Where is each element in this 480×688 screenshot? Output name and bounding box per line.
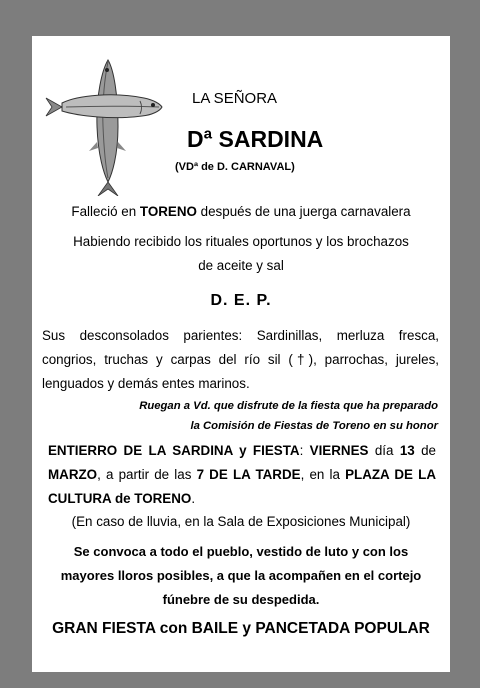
call-line-3: fúnebre de su despedida. [162,592,320,607]
died-line: Falleció en TORENO después de una juerga carnavalera [71,204,411,219]
relatives-paragraph [42,324,439,396]
vertical-sardine [89,60,126,196]
dep-heading: D. E. P. [210,292,272,309]
rites-line-1: Habiendo recibido los rituales oportunos y los brochazos [73,234,409,249]
obituary-sheet [32,36,450,672]
rites-line-2: de aceite y sal [198,258,284,273]
request-line-1: Ruegan a Vd. que disfrute de la fiesta que ha preparado [139,400,438,412]
relatives-line: lenguados y demás entes marinos. [42,376,250,391]
widow-of: (VDª de D. CARNAVAL) [175,161,295,173]
deceased-name: Dª SARDINA [187,126,324,152]
horizontal-sardine [46,95,162,118]
title-lady: LA SEÑORA [192,90,278,107]
sardine-cross-icon [44,56,164,196]
burial-paragraph: ENTIERRO DE LA SARDINA y FIESTA: VIERNES día 13 de MARZO, a partir de las 7 DE LA TARDE, en la PLAZA DE LA CULTURA de TORENO. [48,443,436,506]
relatives-line: congrios, truchas y carpas del río sil (†), parrochas, jureles, [42,352,439,367]
final-announcement: GRAN FIESTA con BAILE y PANCETADA POPULAR [52,620,430,637]
call-line-1: Se convoca a todo el pueblo, vestido de luto y con los [73,544,409,559]
rain-note: (En caso de lluvia, en la Sala de Exposiciones Municipal) [71,514,411,529]
call-line-2: mayores lloros posibles, a que la acompañen en el cortejo [60,568,422,583]
request-line-2: la Comisión de Fiestas de Toreno en su honor [190,420,438,432]
relatives-line: Sus desconsolados parientes: Sardinillas, merluza fresca, [42,328,439,343]
